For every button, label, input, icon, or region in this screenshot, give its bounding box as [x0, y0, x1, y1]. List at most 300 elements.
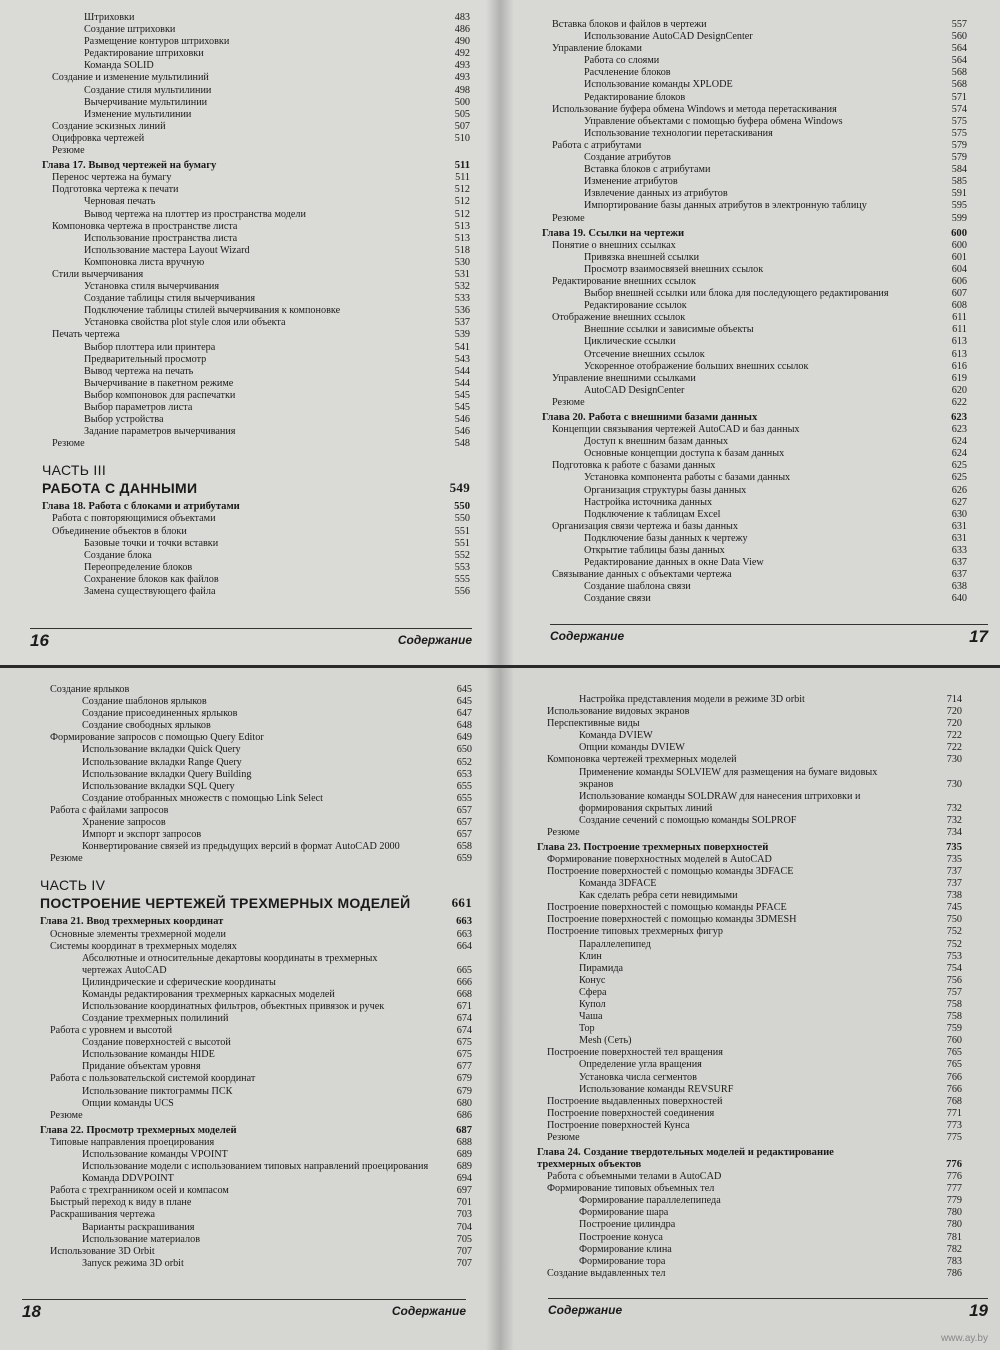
toc-entry	[542, 472, 967, 484]
toc-entry-title: Концепции связывания чертежей AutoCAD и баз данных	[552, 424, 800, 436]
toc-entry-title: Опции команды DVIEW	[579, 742, 685, 754]
toc-entry-page: 752	[946, 938, 962, 950]
part-heading	[42, 462, 470, 498]
toc-chapter-entry	[542, 412, 967, 424]
toc-entry-title: Основные элементы трехмерной модели	[50, 928, 226, 940]
toc-entry-page: 591	[951, 188, 967, 200]
toc-entry-page: 543	[454, 353, 470, 365]
toc-entry	[542, 373, 967, 385]
toc-entry	[42, 329, 470, 341]
toc-entry-title: Вычерчивание мультилинии	[84, 96, 208, 108]
toc-entry	[537, 999, 962, 1011]
toc-entry	[542, 19, 967, 31]
toc-entry-page: 585	[951, 176, 967, 188]
toc-entry-page: 539	[454, 329, 470, 341]
toc-entry	[42, 438, 470, 450]
toc-entry-title: Команды редактирования трехмерных каркасных моделей	[82, 988, 335, 1000]
toc-entry-page: 780	[946, 1207, 962, 1219]
toc-entry-title: Создание штриховки	[84, 24, 176, 36]
toc-entry	[42, 317, 470, 329]
toc-entry-page: 575	[951, 115, 967, 127]
toc-entry-title: Компоновка чертежа в пространстве листа	[52, 220, 238, 232]
toc-entry	[537, 987, 962, 999]
toc-entry-page: 550	[454, 501, 470, 513]
toc-entry	[40, 929, 472, 941]
toc-entry-page: 776	[946, 1159, 962, 1171]
toc-entry	[42, 145, 470, 157]
toc-entry	[40, 1073, 472, 1085]
toc-entry-title: Использование вкладки Range Query	[82, 756, 242, 768]
toc-entry	[40, 1173, 472, 1185]
toc-entry	[537, 791, 962, 815]
toc-entry	[42, 233, 470, 245]
toc-entry-title: Привязка внешней ссылки	[584, 251, 700, 263]
toc-entry-title: Команда 3DFACE	[579, 878, 657, 890]
toc-entry-title: Глава 20. Работа с внешними базами данных	[542, 412, 758, 423]
toc-entry-title: Конус	[579, 974, 606, 986]
toc-entry-page: 625	[951, 472, 967, 484]
toc-entry	[542, 104, 967, 116]
toc-entry-title: Создание связи	[584, 593, 651, 605]
toc-entry	[42, 426, 470, 438]
toc-entry	[40, 1025, 472, 1037]
toc-entry	[40, 1110, 472, 1122]
toc-entry	[542, 128, 967, 140]
toc-entry-title: Формирование шара	[579, 1207, 669, 1219]
toc-entry	[42, 196, 470, 208]
toc-entry	[40, 708, 472, 720]
toc-entry	[537, 854, 962, 866]
toc-entry-page: 626	[951, 484, 967, 496]
toc-entry-title: Определение угла вращения	[579, 1059, 702, 1071]
toc-entry	[537, 1244, 962, 1256]
toc-entry-title: Организация связи чертежа и базы данных	[552, 520, 738, 532]
toc-entry-title: Предварительный просмотр	[84, 353, 207, 365]
toc-entry-page: 707	[456, 1245, 472, 1257]
toc-entry-page: 701	[456, 1197, 472, 1209]
toc-entry-page: 623	[951, 412, 967, 423]
toc-entry-page: 512	[454, 184, 470, 196]
toc-entry-title: AutoCAD DesignCenter	[584, 384, 685, 396]
toc-entry	[40, 1197, 472, 1209]
toc-entry-page: 732	[946, 814, 962, 826]
toc-entry	[537, 827, 962, 839]
toc-entry	[40, 977, 472, 989]
toc-entry-title: Редактирование штриховки	[84, 48, 204, 60]
toc-entry-title: Печать чертежа	[52, 329, 120, 341]
toc-entry	[542, 140, 967, 152]
toc-entry	[42, 12, 470, 24]
book-page-17	[500, 0, 1000, 665]
toc-entry-page: 720	[946, 718, 962, 730]
toc-entry	[542, 460, 967, 472]
toc-entry-title: Выбор параметров листа	[84, 402, 193, 413]
toc-entry-title: Основные концепции доступа к базам данных	[584, 448, 785, 460]
toc-entry	[42, 72, 470, 84]
toc-entry-page: 674	[456, 1025, 472, 1037]
running-title: Содержание	[548, 1303, 623, 1317]
toc-entry-page: 766	[946, 1071, 962, 1083]
toc-entry-title: Работа с атрибутами	[552, 139, 642, 151]
toc-entry-title: Использование 3D Orbit	[50, 1245, 155, 1257]
toc-entry-title: Использование вкладки Query Building	[82, 768, 252, 780]
toc-entry-page: 666	[456, 976, 472, 988]
toc-entry	[40, 1258, 472, 1270]
toc-entry-title: Использование команды SOLDRAW для нанесения штриховки и формирования скрытых линий	[579, 790, 861, 814]
toc-entry-page: 613	[951, 348, 967, 360]
toc-entry-page: 553	[454, 561, 470, 573]
toc-entry-page: 548	[454, 438, 470, 450]
toc-entry	[40, 1234, 472, 1246]
toc-entry-title: Построение поверхностей с помощью команды PFACE	[547, 902, 787, 914]
toc-entry-title: Редактирование данных в окне Data View	[584, 557, 764, 569]
toc-entry-page: 608	[951, 300, 967, 312]
toc-entry-title: Изменение мультилинии	[84, 108, 192, 120]
toc-entry-title: Резюме	[52, 145, 85, 157]
toc-entry-page: 689	[456, 1149, 472, 1160]
toc-entry-page: 505	[454, 108, 470, 120]
toc-entry-page: 694	[456, 1173, 472, 1185]
toc-entry	[542, 92, 967, 104]
toc-entry	[542, 188, 967, 200]
toc-list	[542, 19, 967, 606]
toc-entry-page: 757	[946, 986, 962, 998]
toc-entry-page: 657	[456, 804, 472, 816]
toc-entry-title: Команда SOLID	[84, 60, 154, 72]
toc-entry	[542, 176, 967, 188]
toc-entry-title: Выбор плоттера или принтера	[84, 341, 216, 353]
page-footer	[548, 1298, 988, 1320]
toc-entry	[40, 1061, 472, 1073]
toc-entry-page: 679	[456, 1073, 472, 1085]
toc-entry-page: 493	[454, 72, 470, 84]
toc-entry-page: 655	[456, 792, 472, 804]
toc-entry	[537, 718, 962, 730]
toc-entry-page: 611	[952, 312, 967, 324]
toc-entry-page: 622	[951, 396, 967, 408]
toc-entry-title: Задание параметров вычерчивания	[84, 426, 236, 438]
page-gutter-shadow	[500, 0, 514, 665]
toc-entry-title: Построение поверхностей Кунса	[547, 1119, 690, 1131]
toc-entry	[42, 526, 470, 538]
toc-entry-title: Использование координатных фильтров, объектных привязок и ручек	[82, 1000, 385, 1012]
toc-entry-page: 568	[951, 79, 967, 91]
toc-entry	[537, 1059, 962, 1071]
toc-entry	[542, 240, 967, 252]
toc-entry-page: 550	[454, 513, 470, 525]
toc-entry-page: 645	[456, 696, 472, 708]
toc-entry	[42, 390, 470, 402]
toc-entry-title: Резюме	[50, 853, 83, 865]
toc-entry-page: 637	[951, 569, 967, 581]
toc-entry	[542, 252, 967, 264]
toc-entry	[40, 953, 472, 977]
toc-entry-title: Чаша	[579, 1011, 603, 1023]
toc-entry-title: Формирование тора	[579, 1255, 666, 1267]
toc-entry-page: 541	[454, 341, 470, 353]
toc-entry-page: 579	[951, 139, 967, 151]
toc-entry-page: 650	[456, 744, 472, 756]
running-title: Содержание	[550, 629, 625, 643]
page-number: 19	[969, 1301, 988, 1320]
toc-entry-page: 595	[951, 200, 967, 212]
toc-entry-page: 687	[456, 1124, 472, 1136]
toc-entry	[40, 720, 472, 732]
toc-entry-title: Создание отобранных множеств с помощью Link Select	[82, 792, 324, 804]
toc-entry-page: 536	[454, 305, 470, 317]
toc-entry	[40, 744, 472, 756]
toc-entry-title: Вставка блоков с атрибутами	[584, 164, 711, 176]
toc-entry-page: 555	[454, 573, 470, 585]
toc-entry	[542, 67, 967, 79]
toc-entry	[537, 1195, 962, 1207]
toc-entry-page: 483	[454, 12, 470, 23]
toc-entry-title: Организация структуры базы данных	[584, 484, 747, 496]
toc-entry-title: Работа с объемными телами в AutoCAD	[547, 1171, 722, 1183]
toc-entry-page: 765	[946, 1047, 962, 1059]
toc-entry-page: 571	[951, 91, 967, 103]
running-title: Содержание	[391, 1304, 466, 1318]
toc-entry-page: 537	[454, 317, 470, 329]
toc-entry-page: 750	[946, 914, 962, 926]
toc-entry-title: Настройка источника данных	[584, 496, 713, 508]
toc-entry-title: Типовые направления проецирования	[50, 1136, 215, 1148]
toc-entry-page: 658	[456, 841, 472, 853]
toc-entry-page: 652	[456, 756, 472, 768]
toc-entry-page: 752	[946, 926, 962, 938]
book-page-16	[0, 0, 500, 665]
toc-entry-title: Подключение базы данных к чертежу	[584, 532, 748, 544]
toc-entry-title: Глава 19. Ссылки на чертежи	[542, 227, 685, 239]
toc-entry-page: 766	[946, 1083, 962, 1095]
toc-entry-title: Команда DDVPOINT	[82, 1173, 174, 1185]
toc-entry-title: Вывод чертежа на плоттер из пространства модели	[84, 208, 306, 220]
toc-entry-page: 545	[454, 402, 470, 413]
toc-entry-title: Работа со слоями	[584, 55, 660, 67]
toc-entry	[537, 1219, 962, 1231]
toc-entry-page: 703	[456, 1209, 472, 1221]
toc-entry	[542, 324, 967, 336]
toc-entry	[542, 448, 967, 460]
toc-entry-title: Быстрый переход к виду в плане	[50, 1197, 192, 1209]
toc-entry-page: 768	[946, 1095, 962, 1107]
toc-entry-title: Как сделать ребра сети невидимыми	[579, 890, 738, 902]
toc-entry	[537, 1084, 962, 1096]
toc-entry-title: Управление блоками	[552, 43, 642, 55]
toc-entry-title: Изменение атрибутов	[584, 176, 678, 188]
toc-entry-page: 637	[951, 557, 967, 569]
toc-entry-title: Конвертирование связей из предыдущих версий в формат AutoCAD 2000	[82, 841, 400, 853]
toc-entry-page: 659	[456, 853, 472, 865]
toc-entry-title: Сохранение блоков как файлов	[84, 573, 219, 585]
toc-entry-title: Размещение контуров штриховки	[84, 36, 230, 48]
toc-entry	[42, 109, 470, 121]
toc-entry	[537, 694, 962, 706]
toc-entry-page: 668	[456, 988, 472, 1000]
toc-entry-page: 737	[946, 865, 962, 877]
toc-entry-title: Объединение объектов в блоки	[52, 525, 187, 537]
toc-entry-title: Установка компонента работы с базами данных	[584, 472, 791, 484]
toc-entry-page: 532	[454, 281, 470, 293]
toc-entry-title: Использование команды VPOINT	[82, 1149, 228, 1160]
toc-entry	[42, 562, 470, 574]
toc-entry-title: Импортирование базы данных атрибутов в электронную таблицу	[584, 200, 867, 212]
toc-entry-title: Построение поверхностей с помощью команды 3DMESH	[547, 914, 797, 926]
toc-entry-title: Управление объектами с помощью буфера обмена Windows	[584, 115, 843, 127]
toc-entry	[542, 200, 967, 212]
toc-entry-title: Черновая печать	[84, 196, 156, 208]
toc-entry-title: Выбор внешней ссылки или блока для последующего редактирования	[584, 288, 889, 300]
part-page-number: 549	[449, 480, 470, 496]
toc-entry-title: Купол	[579, 998, 606, 1010]
toc-entry-title: Создание присоединенных ярлыков	[82, 708, 238, 720]
toc-entry-page: 544	[454, 365, 470, 377]
toc-entry-page: 624	[951, 448, 967, 460]
toc-entry	[542, 213, 967, 225]
toc-entry	[40, 696, 472, 708]
toc-entry	[542, 397, 967, 409]
toc-entry-title: Использование видовых экранов	[547, 706, 690, 718]
toc-entry-title: Резюме	[547, 826, 580, 838]
toc-entry-page: 722	[946, 742, 962, 754]
toc-entry	[537, 1268, 962, 1280]
toc-entry-page: 663	[456, 916, 472, 928]
toc-entry-page: 773	[946, 1119, 962, 1131]
toc-entry-page: 630	[951, 508, 967, 520]
toc-entry-title: Подключение таблицы стилей вычерчивания к компоновке	[84, 305, 341, 317]
toc-list	[40, 684, 472, 1270]
toc-entry-title: Варианты раскрашивания	[82, 1221, 195, 1233]
toc-entry-title: Запуск режима 3D orbit	[82, 1257, 184, 1269]
toc-entry-page: 657	[456, 817, 472, 829]
toc-entry-title: Компоновка чертежей трехмерных моделей	[547, 754, 737, 766]
toc-entry-title: Создание эскизных линий	[52, 120, 166, 132]
toc-entry-title: Редактирование ссылок	[584, 300, 687, 312]
toc-entry	[542, 164, 967, 176]
toc-entry-title: Mesh (Сеть)	[579, 1035, 632, 1047]
toc-entry-title: Создание стиля мультилинии	[84, 84, 212, 96]
toc-entry-title: Хранение запросов	[82, 817, 166, 829]
toc-entry	[537, 951, 962, 963]
toc-entry-title: Клин	[579, 950, 602, 962]
toc-entry-title: Цилиндрические и сферические координаты	[82, 976, 276, 988]
toc-entry	[537, 1183, 962, 1195]
toc-entry	[42, 60, 470, 72]
toc-chapter-entry	[542, 228, 967, 240]
toc-entry	[40, 853, 472, 865]
toc-entry	[542, 264, 967, 276]
toc-entry-title: Редактирование блоков	[584, 91, 686, 103]
toc-entry-page: 780	[946, 1219, 962, 1231]
toc-entry-page: 704	[456, 1221, 472, 1233]
page-number: 16	[30, 631, 49, 650]
toc-entry-page: 756	[946, 974, 962, 986]
toc-entry	[42, 24, 470, 36]
toc-entry-title: Придание объектам уровня	[82, 1061, 201, 1073]
page-footer	[22, 1299, 466, 1321]
toc-entry	[542, 336, 967, 348]
toc-entry-title: Использование буфера обмена Windows и метода перетаскивания	[552, 103, 837, 115]
toc-entry-title: Создание шаблона связи	[584, 581, 691, 593]
toc-entry-page: 775	[946, 1132, 962, 1143]
toc-entry	[537, 1207, 962, 1219]
toc-entry-title: Установка свойства plot style слоя или объекта	[84, 317, 286, 329]
toc-entry-page: 510	[454, 132, 470, 144]
toc-entry	[537, 878, 962, 890]
toc-entry-title: Создание ярлыков	[50, 684, 130, 695]
toc-chapter-entry	[537, 842, 962, 854]
toc-entry-title: Вставка блоков и файлов в чертежи	[552, 19, 707, 30]
toc-entry	[40, 769, 472, 781]
toc-entry-title: Резюме	[547, 1132, 580, 1143]
toc-entry-page: 638	[951, 581, 967, 593]
toc-entry	[542, 521, 967, 533]
toc-list	[42, 12, 470, 598]
toc-entry-title: Глава 22. Просмотр трехмерных моделей	[40, 1124, 237, 1136]
toc-entry-title: Глава 17. Вывод чертежей на бумагу	[42, 160, 217, 172]
toc-entry	[40, 684, 472, 696]
toc-entry	[537, 1096, 962, 1108]
toc-entry	[40, 841, 472, 853]
part-page-number: 661	[451, 895, 472, 911]
toc-entry-title: Внешние ссылки и зависимые объекты	[584, 324, 754, 336]
part-title-text: ПОСТРОЕНИЕ ЧЕРТЕЖЕЙ ТРЕХМЕРНЫХ МОДЕЛЕЙ	[40, 895, 411, 912]
toc-entry-title: Создание и изменение мультилиний	[52, 72, 209, 84]
toc-entry-page: 732	[946, 802, 962, 814]
toc-entry	[537, 1023, 962, 1035]
toc-entry-page: 734	[946, 826, 962, 838]
toc-entry	[537, 1047, 962, 1059]
toc-entry-page: 649	[456, 732, 472, 744]
toc-entry-page: 493	[454, 60, 470, 72]
toc-entry	[42, 366, 470, 378]
toc-entry-page: 624	[951, 436, 967, 448]
toc-entry-title: Выбор компоновок для распечатки	[84, 389, 236, 401]
toc-entry	[42, 36, 470, 48]
toc-entry	[537, 1171, 962, 1183]
toc-chapter-entry	[40, 916, 472, 928]
toc-entry	[42, 172, 470, 184]
toc-entry-page: 714	[946, 694, 962, 705]
toc-entry-title: Команда DVIEW	[579, 730, 653, 742]
toc-entry	[542, 545, 967, 557]
toc-entry	[42, 574, 470, 586]
toc-entry-title: Извлечение данных из атрибутов	[584, 188, 728, 200]
toc-entry-page: 760	[946, 1035, 962, 1047]
toc-entry-title: Переопределение блоков	[84, 561, 193, 573]
part-title-text: РАБОТА С ДАННЫМИ	[42, 480, 198, 497]
toc-entry-title: Отображение внешних ссылок	[552, 312, 686, 324]
toc-entry-title: Вычерчивание в пакетном режиме	[84, 377, 234, 389]
toc-entry	[537, 1035, 962, 1047]
toc-entry-page: 599	[951, 212, 967, 224]
toc-entry	[542, 569, 967, 581]
toc-entry-page: 735	[946, 841, 962, 853]
toc-entry-title: Сфера	[579, 986, 607, 998]
toc-entry-title: Выбор устройства	[84, 414, 164, 426]
toc-entry	[42, 97, 470, 109]
toc-entry-title: Базовые точки и точки вставки	[84, 537, 219, 549]
toc-entry	[542, 31, 967, 43]
toc-entry-title: Связывание данных с объектами чертежа	[552, 569, 732, 581]
toc-entry-page: 584	[951, 164, 967, 176]
toc-entry-title: Импорт и экспорт запросов	[82, 829, 202, 841]
toc-entry	[542, 485, 967, 497]
page-gutter-shadow	[500, 668, 514, 1350]
toc-entry-page: 786	[946, 1267, 962, 1279]
toc-entry-page: 720	[946, 706, 962, 718]
toc-entry-title: Системы координат в трехмерных моделях	[50, 940, 237, 952]
